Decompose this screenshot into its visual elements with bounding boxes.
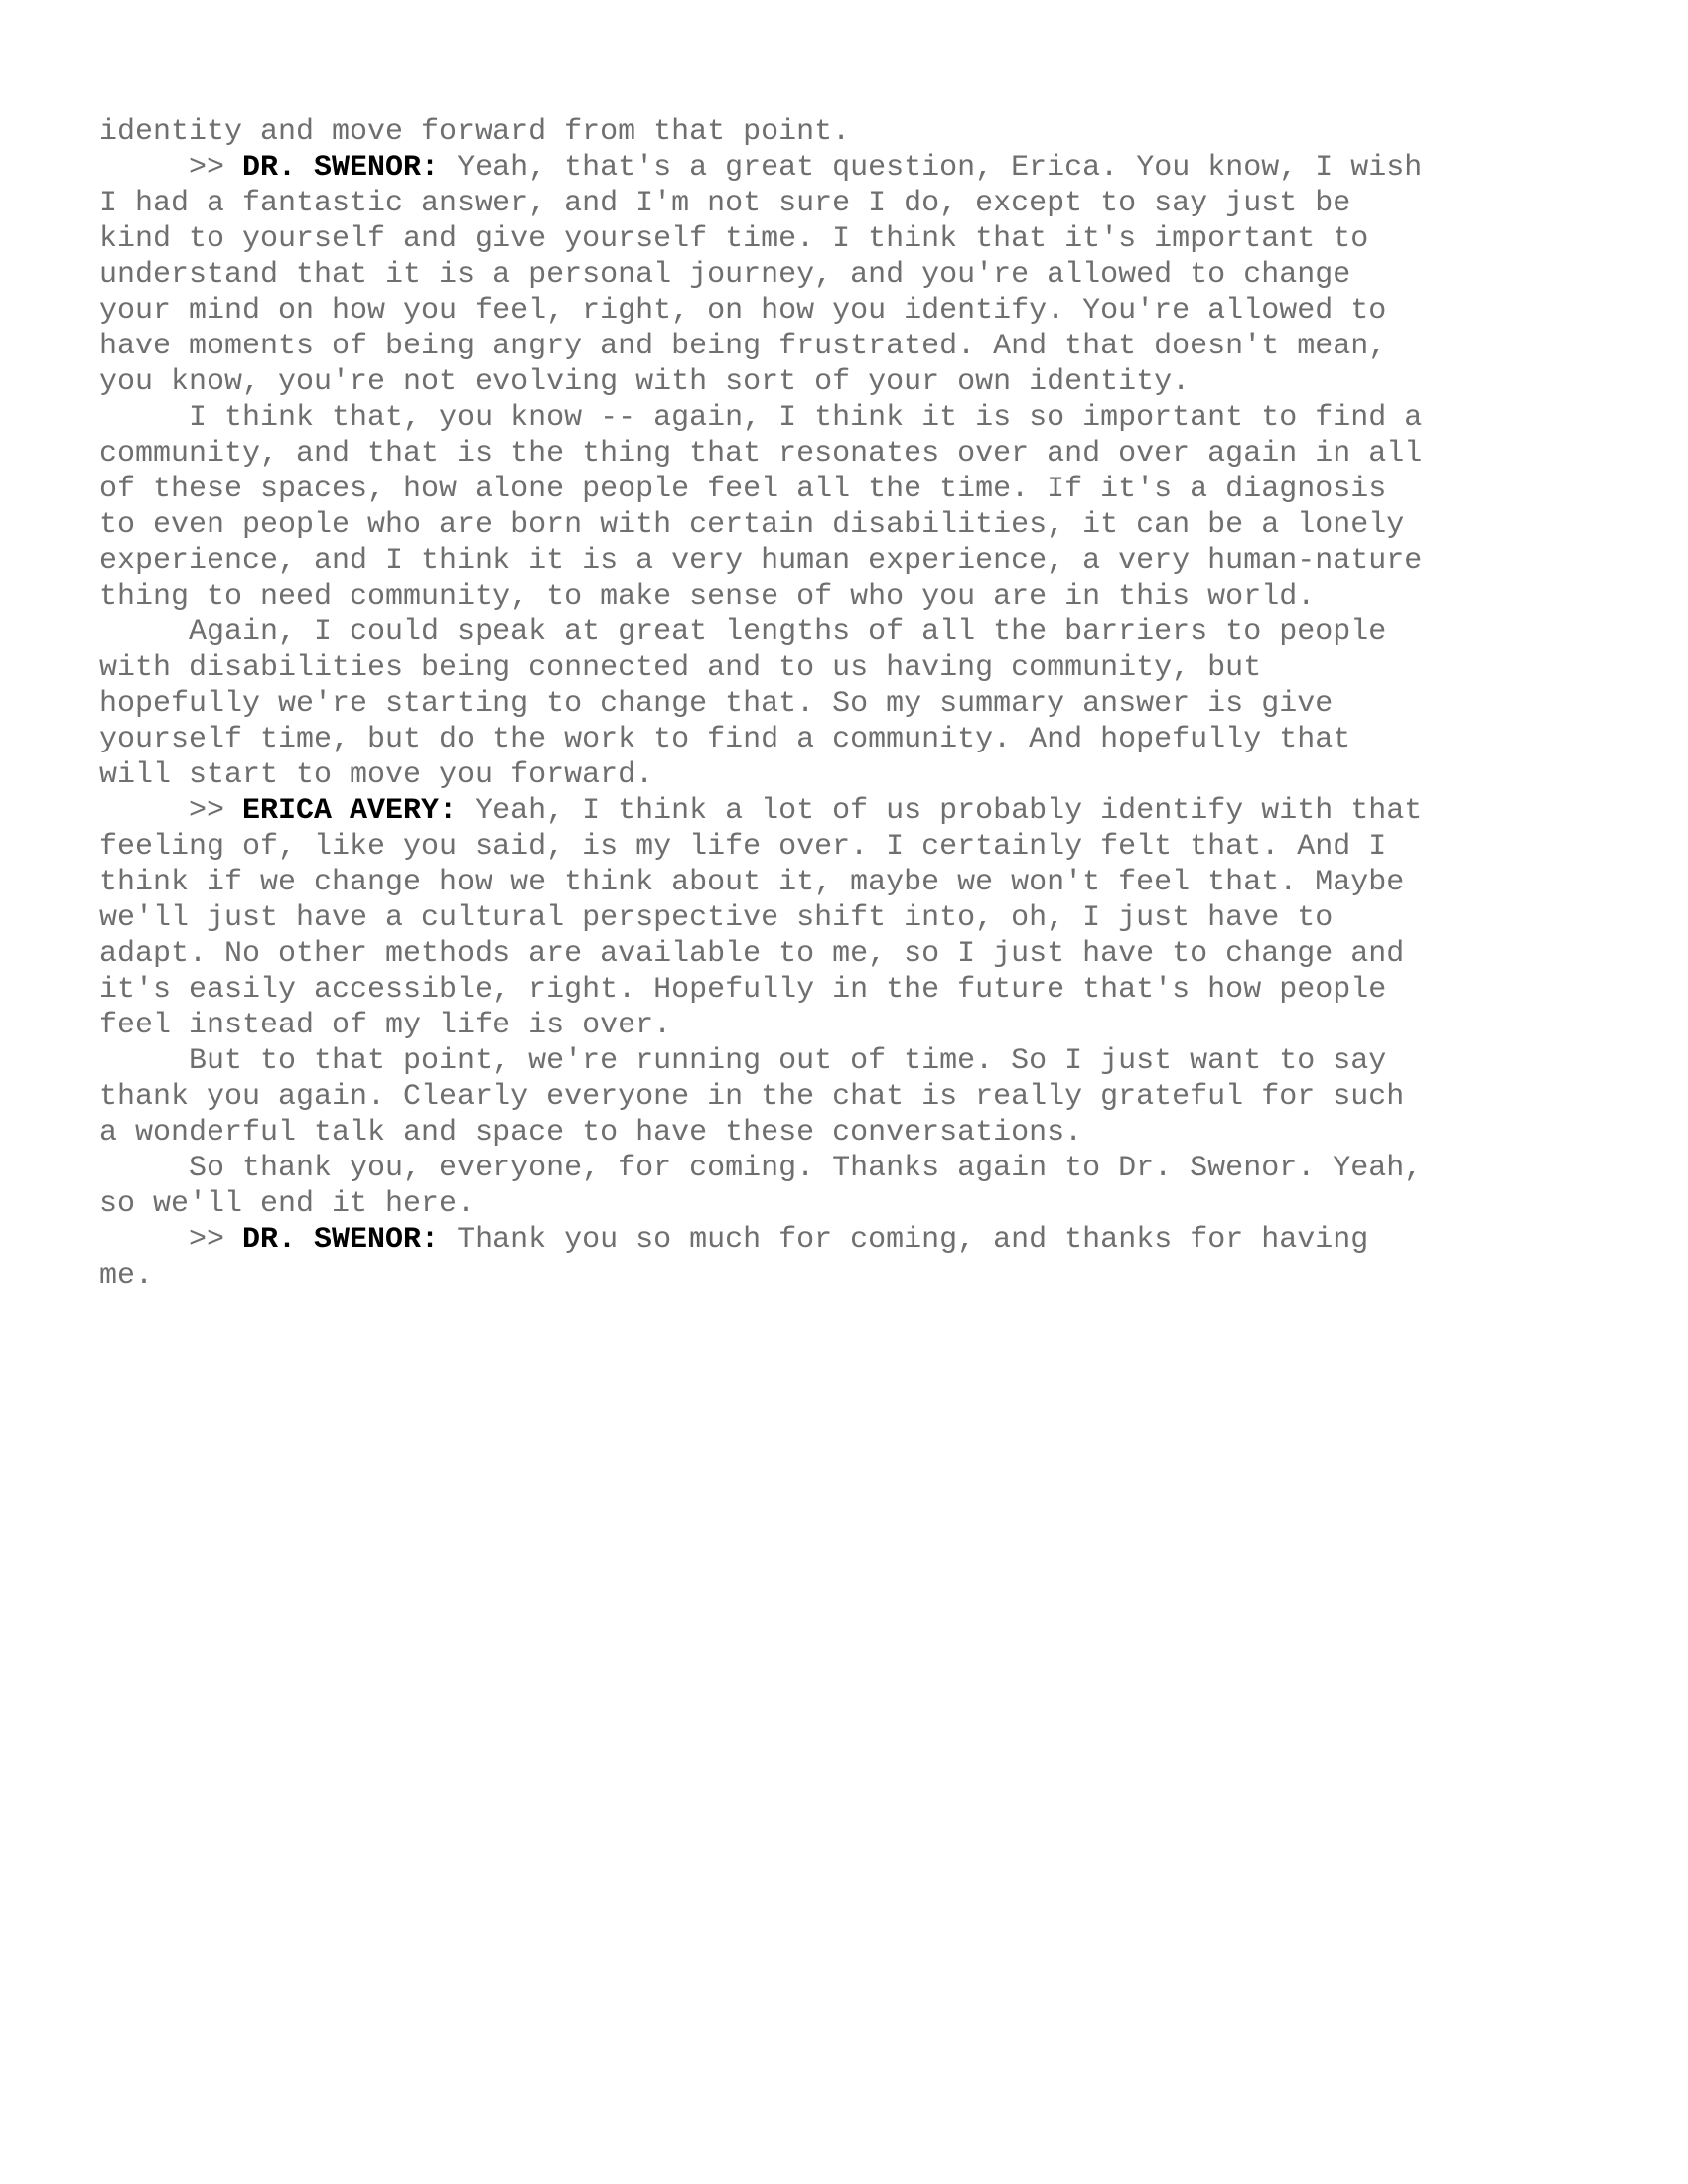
line-text: community, and that is the thing that resonates over and over again in all: [99, 437, 1423, 471]
transcript-body: [99, 114, 1589, 1294]
line-text: kind to yourself and give yourself time. I think that it's important to: [99, 222, 1369, 256]
line-text: Thank you so much for coming, and thanks for having: [439, 1223, 1369, 1257]
line-text: will start to move you forward.: [99, 758, 654, 792]
line-text: feel instead of my life is over.: [99, 1009, 672, 1042]
line-text: yourself time, but do the work to find a community. And hopefully that: [99, 723, 1351, 756]
transcript-line: [99, 293, 1589, 329]
line-text: it's easily accessible, right. Hopefully in the future that's how people: [99, 973, 1387, 1007]
transcript-line: [99, 579, 1589, 614]
line-text: Yeah, I think a lot of us probably identify with that: [457, 794, 1423, 828]
transcript-line: [99, 1115, 1589, 1151]
transcript-line: [99, 1043, 1589, 1079]
line-text: So thank you, everyone, for coming. Thanks again to Dr. Swenor. Yeah,: [189, 1152, 1423, 1185]
line-text: But to that point, we're running out of time. So I just want to say: [189, 1044, 1387, 1078]
transcript-line: [99, 757, 1589, 793]
transcript-line: [99, 150, 1589, 186]
transcript-line: [99, 900, 1589, 936]
transcript-line: [99, 1222, 1589, 1258]
line-text: hopefully we're starting to change that. So my summary answer is give: [99, 687, 1334, 721]
line-text: identity and move forward from that point.: [99, 115, 851, 149]
transcript-line: [99, 829, 1589, 865]
speaker-marker: >>: [189, 1223, 243, 1257]
line-text: have moments of being angry and being frustrated. And that doesn't mean,: [99, 330, 1387, 363]
line-indent: [99, 1152, 189, 1185]
transcript-line: [99, 364, 1589, 400]
line-text: I think that, you know -- again, I think it is so important to find a: [189, 401, 1423, 435]
line-indent: [99, 1223, 189, 1257]
speaker-name: ERICA AVERY:: [242, 794, 458, 828]
line-indent: [99, 151, 189, 185]
line-indent: [99, 401, 189, 435]
line-text: with disabilities being connected and to us having community, but: [99, 651, 1262, 685]
line-text: me.: [99, 1259, 154, 1293]
line-text: to even people who are born with certain disabilities, it can be a lonely: [99, 508, 1405, 542]
line-text: a wonderful talk and space to have these conversations.: [99, 1116, 1083, 1150]
transcript-line: [99, 1079, 1589, 1115]
line-text: I had a fantastic answer, and I'm not sure I do, except to say just be: [99, 187, 1351, 220]
transcript-line: [99, 507, 1589, 543]
transcript-line: [99, 650, 1589, 686]
line-text: thing to need community, to make sense of who you are in this world.: [99, 580, 1316, 614]
speaker-marker: >>: [189, 151, 243, 185]
transcript-line: [99, 1186, 1589, 1222]
transcript-line: [99, 972, 1589, 1008]
transcript-line: [99, 1008, 1589, 1043]
line-text: we'll just have a cultural perspective shift into, oh, I just have to: [99, 901, 1334, 935]
line-text: feeling of, like you said, is my life over. I certainly felt that. And I: [99, 830, 1387, 864]
transcript-line: [99, 1258, 1589, 1294]
speaker-marker: >>: [189, 794, 243, 828]
transcript-line: [99, 472, 1589, 507]
line-text: your mind on how you feel, right, on how you identify. You're allowed to: [99, 294, 1387, 328]
transcript-line: [99, 114, 1589, 150]
line-indent: [99, 615, 189, 649]
line-text: of these spaces, how alone people feel all the time. If it's a diagnosis: [99, 473, 1387, 506]
transcript-line: [99, 436, 1589, 472]
line-text: you know, you're not evolving with sort of your own identity.: [99, 365, 1191, 399]
line-text: Again, I could speak at great lengths of all the barriers to people: [189, 615, 1387, 649]
transcript-line: [99, 329, 1589, 364]
line-indent: [99, 1044, 189, 1078]
line-text: so we'll end it here.: [99, 1187, 476, 1221]
transcript-line: [99, 793, 1589, 829]
transcript-line: [99, 1151, 1589, 1186]
transcript-line: [99, 865, 1589, 900]
transcript-line: [99, 186, 1589, 221]
line-indent: [99, 794, 189, 828]
speaker-name: DR. SWENOR:: [242, 1223, 440, 1257]
line-text: Yeah, that's a great question, Erica. You know, I wish: [439, 151, 1423, 185]
line-text: adapt. No other methods are available to me, so I just have to change and: [99, 937, 1405, 971]
transcript-line: [99, 686, 1589, 722]
transcript-line: [99, 614, 1589, 650]
transcript-line: [99, 543, 1589, 579]
line-text: think if we change how we think about it, maybe we won't feel that. Maybe: [99, 866, 1405, 899]
line-text: experience, and I think it is a very human experience, a very human-nature: [99, 544, 1423, 578]
line-text: thank you again. Clearly everyone in the chat is really grateful for such: [99, 1080, 1405, 1114]
transcript-line: [99, 936, 1589, 972]
transcript-line: [99, 722, 1589, 757]
speaker-name: DR. SWENOR:: [242, 151, 440, 185]
transcript-line: [99, 257, 1589, 293]
line-text: understand that it is a personal journey, and you're allowed to change: [99, 258, 1351, 292]
transcript-line: [99, 221, 1589, 257]
transcript-line: [99, 400, 1589, 436]
